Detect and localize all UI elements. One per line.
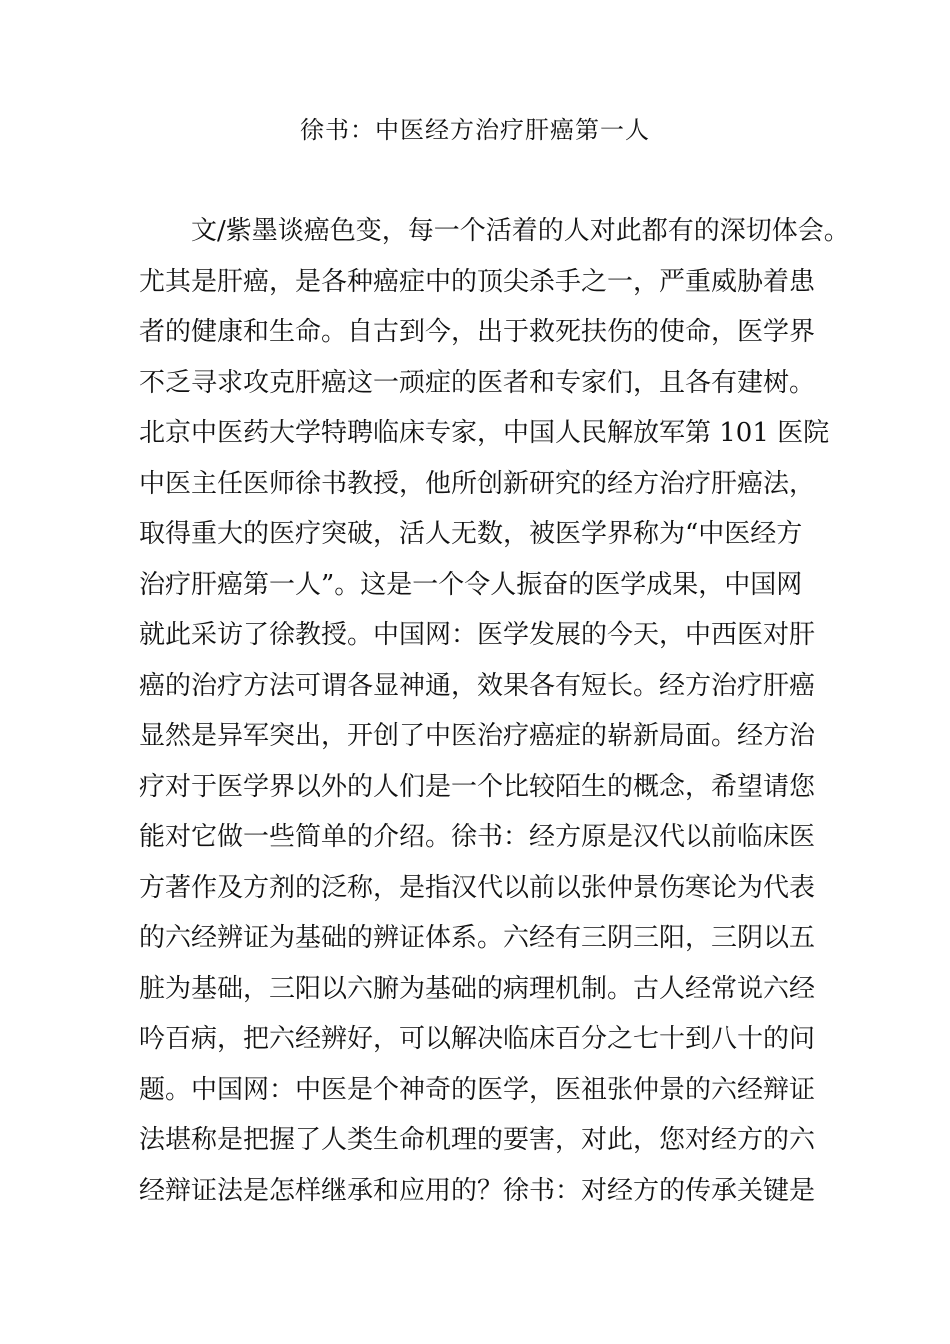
document-title: 徐书：中医经方治疗肝癌第一人 bbox=[300, 116, 650, 144]
text-line: 经辩证法是怎样继承和应用的？徐书：对经方的传承关键是 bbox=[139, 1175, 816, 1206]
text-line: 疗对于医学界以外的人们是一个比较陌生的概念，希望请您 bbox=[139, 771, 816, 802]
text-line: 不乏寻求攻克肝癌这一顽症的医者和专家们，且各有建树。 bbox=[139, 367, 816, 398]
text-line: 吟百病，把六经辨好，可以解决临床百分之七十到八十的问 bbox=[139, 1024, 816, 1054]
text-line: 方著作及方剂的泛称，是指汉代以前以张仲景伤寒论为代表 bbox=[139, 872, 816, 903]
text-line: 者的健康和生命。自古到今，出于救死扶伤的使命，医学界 bbox=[139, 317, 816, 347]
text-line: 癌的治疗方法可谓各显神通，效果各有短长。经方治疗肝癌 bbox=[139, 670, 816, 701]
text-line: 取得重大的医疗突破，活人无数，被医学界称为“中医经方 bbox=[139, 519, 803, 549]
text-line: 能对它做一些简单的介绍。徐书：经方原是汉代以前临床医 bbox=[139, 822, 816, 852]
text-line: 法堪称是把握了人类生命机理的要害，对此，您对经方的六 bbox=[139, 1125, 816, 1155]
text-line: 文/紫墨谈癌色变，每一个活着的人对此都有的深切体会。 bbox=[191, 216, 850, 246]
text-line: 中医主任医师徐书教授，他所创新研究的经方治疗肝癌法， bbox=[139, 468, 816, 499]
text-line: 题。中国网：中医是个神奇的医学，医祖张仲景的六经辩证 bbox=[139, 1074, 816, 1105]
text-line: 显然是异军突出，开创了中医治疗癌症的崭新局面。经方治 bbox=[139, 721, 816, 751]
text-line: 脏为基础，三阳以六腑为基础的病理机制。古人经常说六经 bbox=[139, 973, 816, 1004]
text-line: 的六经辨证为基础的辨证体系。六经有三阴三阳，三阴以五 bbox=[139, 923, 816, 953]
text-line: 就此采访了徐教授。中国网：医学发展的今天，中西医对肝 bbox=[139, 620, 816, 650]
text-line: 尤其是肝癌，是各种癌症中的顶尖杀手之一，严重威胁着患 bbox=[139, 266, 816, 297]
document-body bbox=[139, 206, 850, 1216]
text-line: 治疗肝癌第一人”。这是一个令人振奋的医学成果，中国网 bbox=[139, 569, 803, 600]
text-line: 北京中医药大学特聘临床专家，中国人民解放军第 101 医院 bbox=[139, 418, 830, 448]
